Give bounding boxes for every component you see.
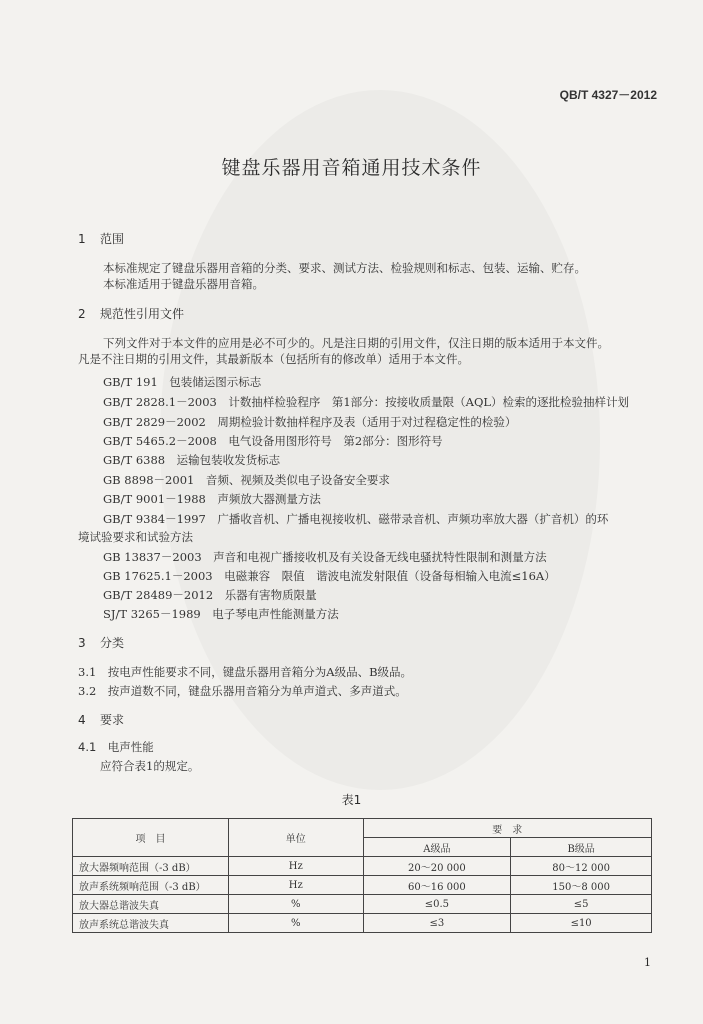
requirements-table: [72, 818, 652, 933]
scope-paragraph-2: 本标准适用于键盘乐器用音箱。: [103, 277, 264, 291]
cell-grade-a: ≤0.5: [363, 895, 511, 914]
section-number: 2: [78, 307, 86, 321]
reference-item: GB/T 5465.2－2008 电气设备用图形符号 第2部分：图形符号: [103, 434, 443, 448]
header-grade-a: A级品: [363, 838, 511, 857]
cell-item: 放声系统总谐波失真: [73, 914, 229, 933]
section-number: 1: [78, 232, 86, 246]
page-title: 键盘乐器用音箱通用技术条件: [221, 157, 482, 179]
section-title: 范围: [100, 232, 125, 246]
section-2-heading: [78, 305, 184, 322]
table-caption: 表1: [341, 793, 362, 807]
section-1-heading: [78, 230, 124, 247]
cell-unit: Hz: [228, 876, 363, 895]
reference-item: GB/T 9384－1997 广播收音机、广播电视接收机、磁带录音机、声频功率放大器（扩音机）的环: [103, 512, 609, 526]
cell-grade-b: 150～8 000: [511, 876, 652, 895]
scope-paragraph-1: 本标准规定了键盘乐器用音箱的分类、要求、测试方法、检验规则和标志、包装、运输、贮存。: [103, 261, 586, 275]
table-row: [73, 876, 652, 895]
subsection-4-1-text: 应符合表1的规定。: [100, 759, 200, 773]
section-4-heading: [78, 711, 124, 728]
cell-unit: %: [228, 914, 363, 933]
section-number: 3: [78, 636, 86, 650]
header-item: 项 目: [73, 819, 229, 857]
section-number: 4: [78, 713, 86, 727]
cell-grade-b: ≤5: [511, 895, 652, 914]
classification-clause-1: 3.1 按电声性能要求不同，键盘乐器用音箱分为A级品、B级品。: [78, 665, 413, 679]
table-header-row: [73, 819, 652, 838]
reference-item: GB 17625.1－2003 电磁兼容 限值 谐波电流发射限值（设备每相输入电流≤16A）: [103, 569, 556, 583]
references-intro-line-1: 下列文件对于本文件的应用是必不可少的。凡是注日期的引用文件，仅注日期的版本适用于本文件。: [103, 336, 609, 350]
section-title: 分类: [100, 636, 125, 650]
section-3-heading: [78, 634, 124, 651]
section-title: 要求: [100, 713, 125, 727]
cell-item: 放大器总谐波失真: [73, 895, 229, 914]
subsection-4-1-heading: 4.1 电声性能: [78, 740, 154, 754]
cell-unit: %: [228, 895, 363, 914]
reference-item: SJ/T 3265－1989 电子琴电声性能测量方法: [103, 607, 339, 621]
references-intro-line-2: 凡是不注日期的引用文件，其最新版本（包括所有的修改单）适用于本文件。: [78, 352, 469, 366]
reference-item: GB/T 2828.1－2003 计数抽样检验程序 第1部分：按接收质量限（AQL）检索的逐批检验抽样计划: [103, 395, 630, 409]
cell-unit: Hz: [228, 857, 363, 876]
reference-item: GB/T 6388 运输包装收发货标志: [103, 453, 281, 467]
page-number: 1: [644, 956, 651, 969]
section-title: 规范性引用文件: [100, 307, 185, 321]
classification-clause-2: 3.2 按声道数不同，键盘乐器用音箱分为单声道式、多声道式。: [78, 684, 407, 698]
reference-item: GB 8898－2001 音频、视频及类似电子设备安全要求: [103, 473, 390, 487]
cell-grade-a: 20～20 000: [363, 857, 511, 876]
document-number: QB/T 4327－2012: [559, 88, 657, 102]
cell-item: 放大器频响范围（-3 dB）: [73, 857, 229, 876]
reference-item: GB/T 2829－2002 周期检验计数抽样程序及表（适用于对过程稳定性的检验）: [103, 415, 517, 429]
cell-item: 放声系统频响范围（-3 dB）: [73, 876, 229, 895]
cell-grade-b: ≤10: [511, 914, 652, 933]
table-row: [73, 895, 652, 914]
reference-item: GB/T 28489－2012 乐器有害物质限量: [103, 588, 317, 602]
reference-item: GB 13837－2003 声音和电视广播接收机及有关设备无线电骚扰特性限制和测量方法: [103, 550, 547, 564]
reference-item: GB/T 9001－1988 声频放大器测量方法: [103, 492, 321, 506]
header-unit: 单位: [228, 819, 363, 857]
cell-grade-a: ≤3: [363, 914, 511, 933]
cell-grade-a: 60～16 000: [363, 876, 511, 895]
cell-grade-b: 80～12 000: [511, 857, 652, 876]
table-row: [73, 857, 652, 876]
header-requirement: 要 求: [363, 819, 651, 838]
table-row: [73, 914, 652, 933]
reference-item: GB/T 191 包装储运图示标志: [103, 375, 262, 389]
header-grade-b: B级品: [511, 838, 652, 857]
reference-item-continued: 境试验要求和试验方法: [78, 530, 193, 544]
